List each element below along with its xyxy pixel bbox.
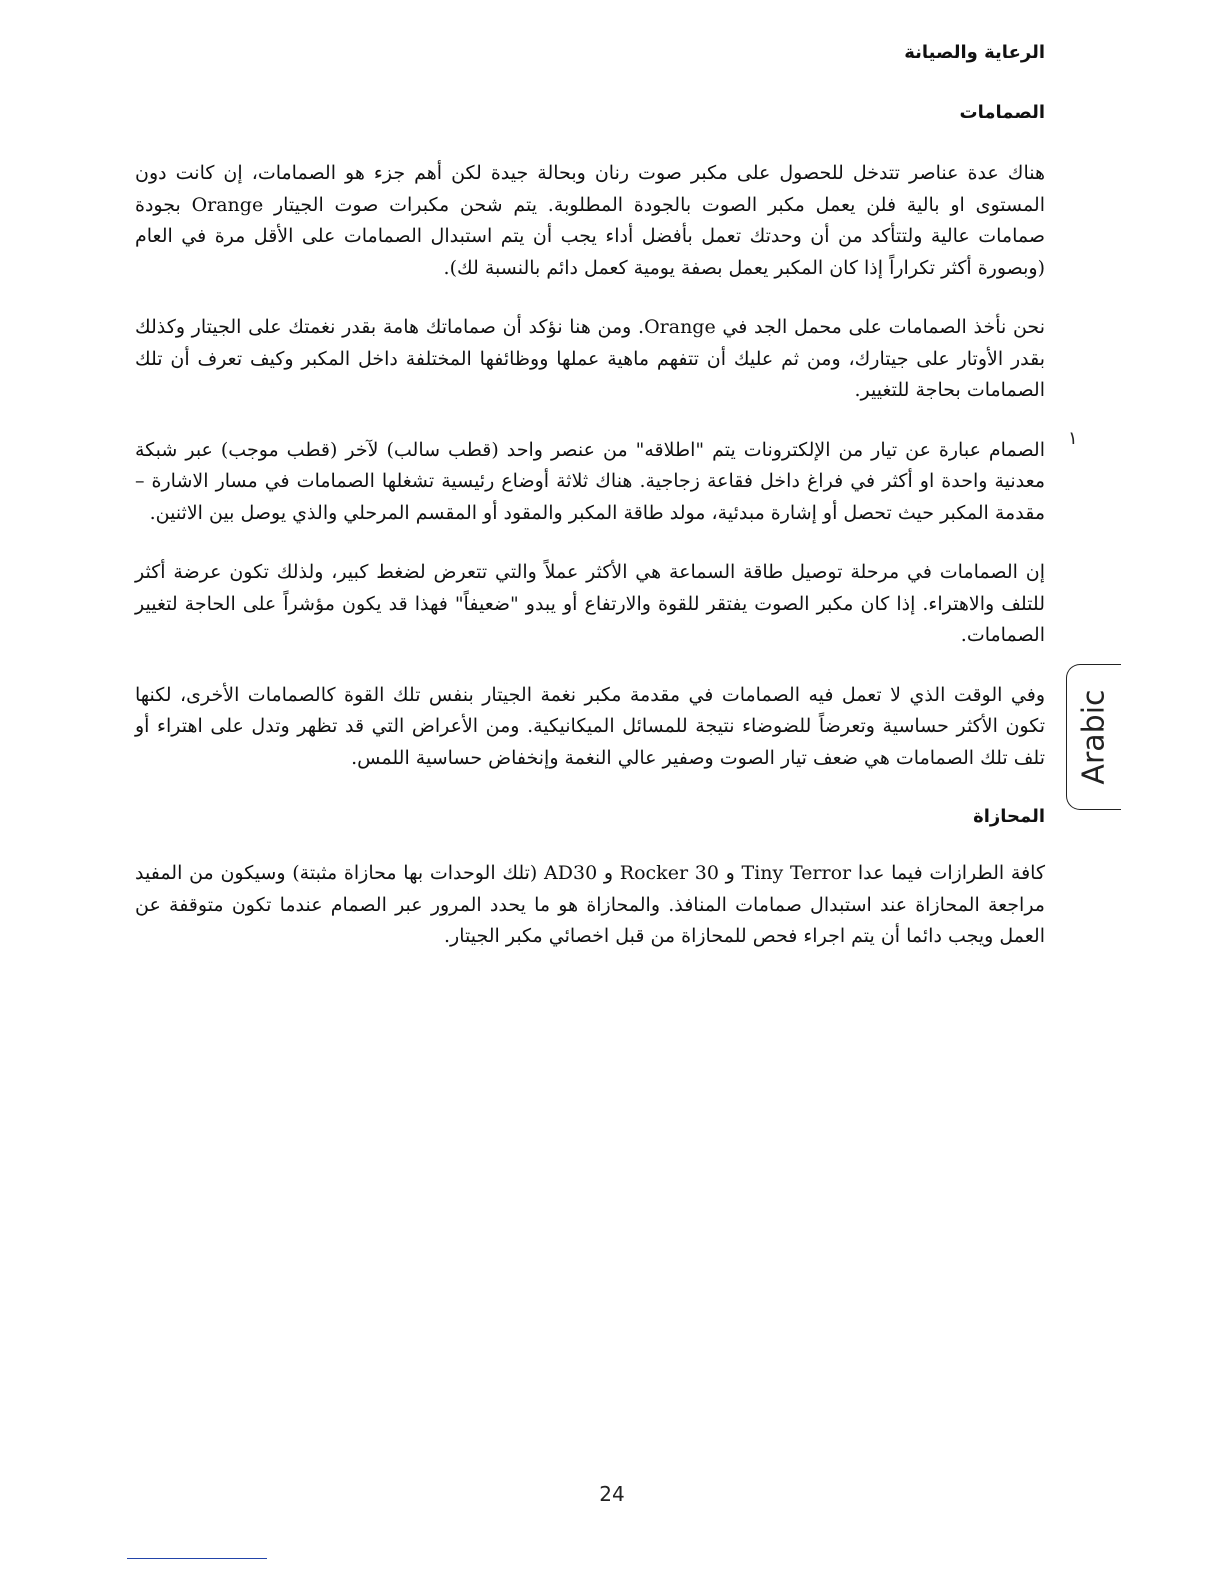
language-tab-label: Arabic: [1076, 689, 1112, 785]
paragraph-intro: هناك عدة عناصر تتدخل للحصول على مكبر صوت رنان وبحالة جيدة لكن أهم جزء هو الصمامات، إن كانت دون المستوى او بالية فلن يعمل مكبر الصوت بالجودة المطلوبة. يتم شحن مكبرات صوت الجيتار Orange بجودة صمامات عالية ولتتأكد من أن وحدتك تعمل بأفضل أداء يجب أن يتم استبدال الصمامات على الأقل مرة في العام (وبصورة أكثر تكراراً إذا كان المكبر يعمل بصفة يومية كعمل دائم بالنسبة لك).: [135, 162, 1045, 279]
footnote-divider: [127, 1558, 267, 1559]
paragraph-bias: كافة الطرازات فيما عدا Tiny Terror و Rocker 30 و AD30 (تلك الوحدات بها محازاة مثبتة) وسيكون من المفيد مراجعة المحازاة عند استبدال صمامات المنافذ. والمحازاة هو ما يحدد المرور عبر الصمام عندما تكون متوقفة عن العمل ويجب دائما أن يتم اجراء فحص للمحازاة من قبل اخصائي مكبر الجيتار.: [135, 862, 1046, 947]
document-body: [135, 38, 1045, 953]
paragraph-preamp-valves: وفي الوقت الذي لا تعمل فيه الصمامات في مقدمة مكبر نغمة الجيتار بنفس تلك القوة كالصمامات الأخرى، لكنها تكون الأكثر حساسية وتعرضاً للضوضاء نتيجة للمسائل الميكانيكية. ومن الأعراض التي قد تظهر وتدل على اهتراء أو تلف تلك الصمامات هي ضعف تيار الصوت وصفير عالي النغمة وإنخفاض حساسية اللمس.: [135, 683, 1045, 769]
section-heading-valves: الصمامات: [959, 102, 1045, 123]
page-number: 24: [599, 1482, 625, 1506]
paragraph-valve-definition: الصمام عبارة عن تيار من الإلكترونات يتم "اطلاقه" من عنصر واحد (قطب سالب) لآخر (قطب موجب) عبر شبكة معدنية واحدة او أكثر في فراغ داخل فقاعة زجاجية. هناك ثلاثة أوضاع رئيسية تشغلها الصمامات في مسار الاشارة – مقدمة المكبر حيث تحصل أو إشارة مبدئية، مولد طاقة المكبر والمقود أو المقسم المرحلي والذي يوصل بين الاثنين.: [135, 438, 1045, 524]
page-title: الرعاية والصيانة: [904, 42, 1045, 63]
footnote-marker: ١: [1068, 428, 1078, 449]
language-tab: [1066, 664, 1121, 810]
section-heading-bias: المحازاة: [973, 806, 1045, 827]
paragraph-orange-valves: نحن نأخذ الصمامات على محمل الجد في Orange. ومن هنا نؤكد أن صماماتك هامة بقدر نغمتك على الجيتار وكذلك بقدر الأوتار على جيتارك، ومن ثم عليك أن تتفهم ماهية عملها ووظائفها المختلفة داخل المكبر وكيف تعرف أن تلك الصمامات بحاجة للتغيير.: [135, 316, 1045, 401]
paragraph-power-stage: إن الصمامات في مرحلة توصيل طاقة السماعة هي الأكثر عملاً والتي تتعرض لضغط كبير، ولذلك تكون عرضة أكثر للتلف والاهتراء. إذا كان مكبر الصوت يفتقر للقوة والارتفاع أو يبدو "ضعيفاً" فهذا قد يكون مؤشراً على الحاجة لتغيير الصمامات.: [135, 561, 1045, 646]
